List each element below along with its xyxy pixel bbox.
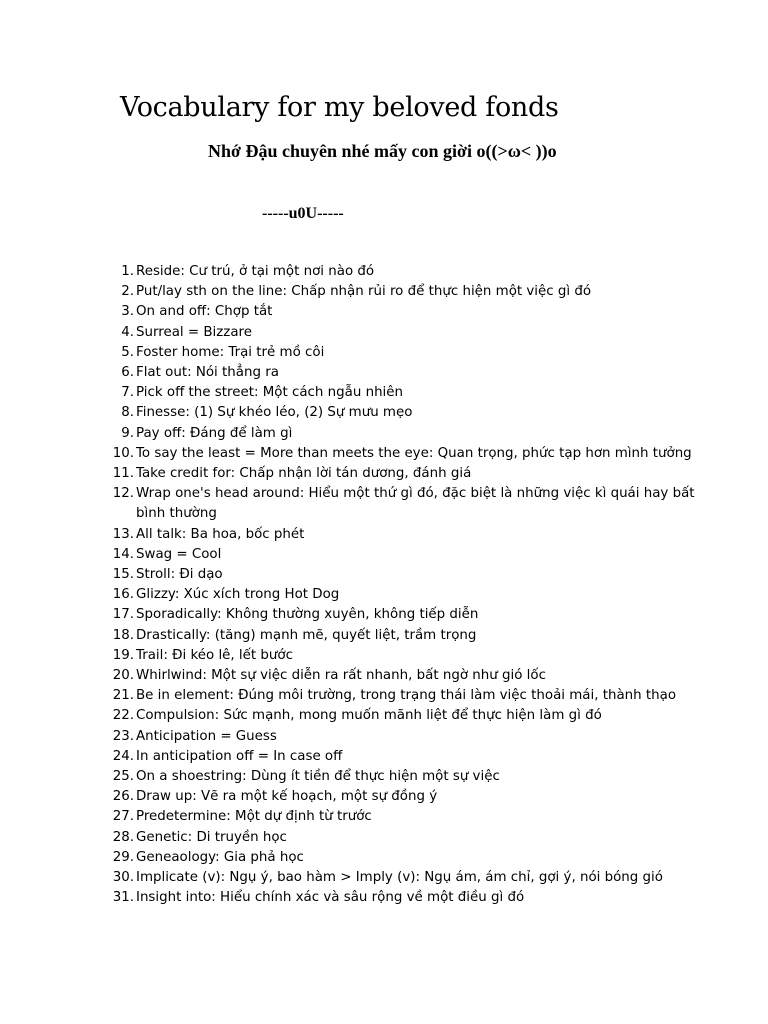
list-item	[102, 464, 702, 484]
list-item	[102, 868, 702, 888]
list-item	[102, 262, 702, 282]
document-subtitle: Nhớ Đậu chuyên nhé mấy con giời o((>ω< ))o	[208, 141, 557, 161]
list-item-text: Stroll: Đi dạo	[136, 567, 223, 583]
list-item-text: Implicate (v): Ngụ ý, bao hàm > Imply (v): Ngụ ám, ám chỉ, gợi ý, nói bóng gió	[136, 870, 663, 886]
list-item-text: On a shoestring: Dùng ít tiền để thực hiện một sự việc	[136, 769, 500, 785]
list-item	[102, 848, 702, 868]
list-item-text: All talk: Ba hoa, bốc phét	[136, 526, 305, 542]
document-title: Vocabulary for my beloved fonds	[120, 92, 559, 123]
list-item-number: 22.	[112, 708, 134, 724]
list-item-number: 13.	[112, 526, 134, 542]
list-item-number: 25.	[112, 769, 134, 785]
list-item	[102, 828, 702, 848]
list-item-text: Take credit for: Chấp nhận lời tán dương, đánh giá	[136, 466, 472, 482]
list-item-text: Compulsion: Sức mạnh, mong muốn mãnh liệt để thực hiện làm gì đó	[136, 708, 602, 724]
list-item	[102, 282, 702, 302]
list-item-text: Reside: Cư trú, ở tại một nơi nào đó	[136, 264, 375, 279]
list-item	[102, 323, 702, 343]
list-item	[102, 605, 702, 625]
list-item-number: 1.	[121, 264, 134, 279]
list-item-text: Predetermine: Một dự định từ trước	[136, 809, 372, 825]
list-item-text: Finesse: (1) Sự khéo léo, (2) Sự mưu mẹo	[136, 405, 413, 421]
list-item-number: 10.	[112, 445, 134, 461]
list-item-text: Genetic: Di truyền học	[136, 829, 287, 845]
list-item-text: Put/lay sth on the line: Chấp nhận rủi ro để thực hiện một việc gì đó	[136, 284, 592, 300]
list-item-number: 16.	[112, 587, 134, 603]
list-item-text: Geneaology: Gia phả học	[136, 849, 304, 865]
list-item-number: 23.	[112, 728, 134, 744]
list-item-text: Whirlwind: Một sự việc diễn ra rất nhanh, bất ngờ như gió lốc	[136, 668, 546, 684]
list-item	[102, 747, 702, 767]
list-item-number: 2.	[121, 284, 134, 300]
list-item-text: Glizzy: Xúc xích trong Hot Dog	[136, 587, 340, 603]
list-item-text: Draw up: Vẽ ra một kế hoạch, một sự đồng ý	[136, 789, 438, 805]
list-item-number: 24.	[112, 748, 134, 764]
list-item-text: Anticipation = Guess	[136, 728, 277, 744]
list-item-number: 30.	[112, 870, 134, 886]
list-item-number: 4.	[121, 324, 134, 340]
list-item	[102, 666, 702, 686]
list-item-number: 18.	[112, 627, 134, 643]
list-item	[102, 585, 702, 605]
list-item-text: Pay off: Đáng để làm gì	[136, 425, 293, 441]
list-item	[102, 302, 702, 322]
list-item-number: 12.	[112, 486, 134, 502]
list-item	[102, 727, 702, 747]
list-item-text: On and off: Chợp tắt	[136, 304, 273, 320]
list-item-text: Sporadically: Không thường xuyên, không tiếp diễn	[136, 607, 479, 623]
list-item	[102, 787, 702, 807]
list-item-text: Insight into: Hiểu chính xác và sâu rộng về một điều gì đó	[136, 890, 525, 906]
list-item-number: 28.	[112, 829, 134, 845]
list-item-number: 26.	[112, 789, 134, 805]
list-item-text: Foster home: Trại trẻ mồ côi	[136, 344, 325, 360]
list-item	[102, 383, 702, 403]
list-item	[102, 646, 702, 666]
list-item	[102, 565, 702, 585]
list-item	[102, 888, 702, 908]
list-item-text: Trail: Đi kéo lê, lết bước	[136, 647, 293, 663]
list-item-number: 17.	[112, 607, 134, 623]
list-item-number: 5.	[121, 344, 134, 360]
list-item-number: 11.	[112, 466, 134, 482]
list-item-number: 31.	[112, 890, 134, 906]
list-item-text: Pick off the street: Một cách ngẫu nhiên	[136, 385, 403, 401]
list-item	[102, 545, 702, 565]
list-item-number: 15.	[112, 567, 134, 583]
list-item-number: 6.	[121, 365, 134, 381]
list-item	[102, 343, 702, 363]
list-item	[102, 444, 702, 464]
list-item-text: Be in element: Đúng môi trường, trong trạng thái làm việc thoải mái, thành thạo	[136, 688, 677, 704]
list-item-number: 3.	[121, 304, 134, 320]
list-item-text: In anticipation off = In case off	[136, 748, 343, 764]
list-item-number: 8.	[121, 405, 134, 421]
list-item	[102, 525, 702, 545]
list-item-number: 9.	[121, 425, 134, 441]
list-item	[102, 424, 702, 444]
list-item-text: Drastically: (tăng) mạnh mẽ, quyết liệt, trầm trọng	[136, 627, 477, 643]
list-item	[102, 626, 702, 646]
list-item-number: 19.	[112, 647, 134, 663]
list-item	[102, 363, 702, 383]
list-item	[102, 403, 702, 423]
list-item-text: Surreal = Bizzare	[136, 324, 252, 340]
list-item-number: 14.	[112, 546, 134, 562]
list-item	[102, 706, 702, 726]
list-item-text: Flat out: Nói thẳng ra	[136, 365, 279, 381]
list-item	[102, 686, 702, 706]
list-item-number: 29.	[112, 849, 134, 865]
list-item	[102, 807, 702, 827]
section-divider: -----u0U-----	[262, 205, 344, 222]
list-item-text: To say the least = More than meets the eye: Quan trọng, phức tạp hơn mình tưởng	[136, 445, 692, 461]
list-item	[102, 484, 702, 524]
list-item-number: 27.	[112, 809, 134, 825]
list-item-text: Swag = Cool	[136, 546, 222, 562]
list-item-number: 21.	[112, 688, 134, 704]
list-item	[102, 767, 702, 787]
list-item-number: 20.	[112, 668, 134, 684]
list-item-number: 7.	[121, 385, 134, 401]
vocabulary-list	[102, 262, 702, 909]
list-item-text: Wrap one's head around: Hiểu một thứ gì đó, đặc biệt là những việc kì quái hay bất bình thường	[136, 486, 695, 522]
